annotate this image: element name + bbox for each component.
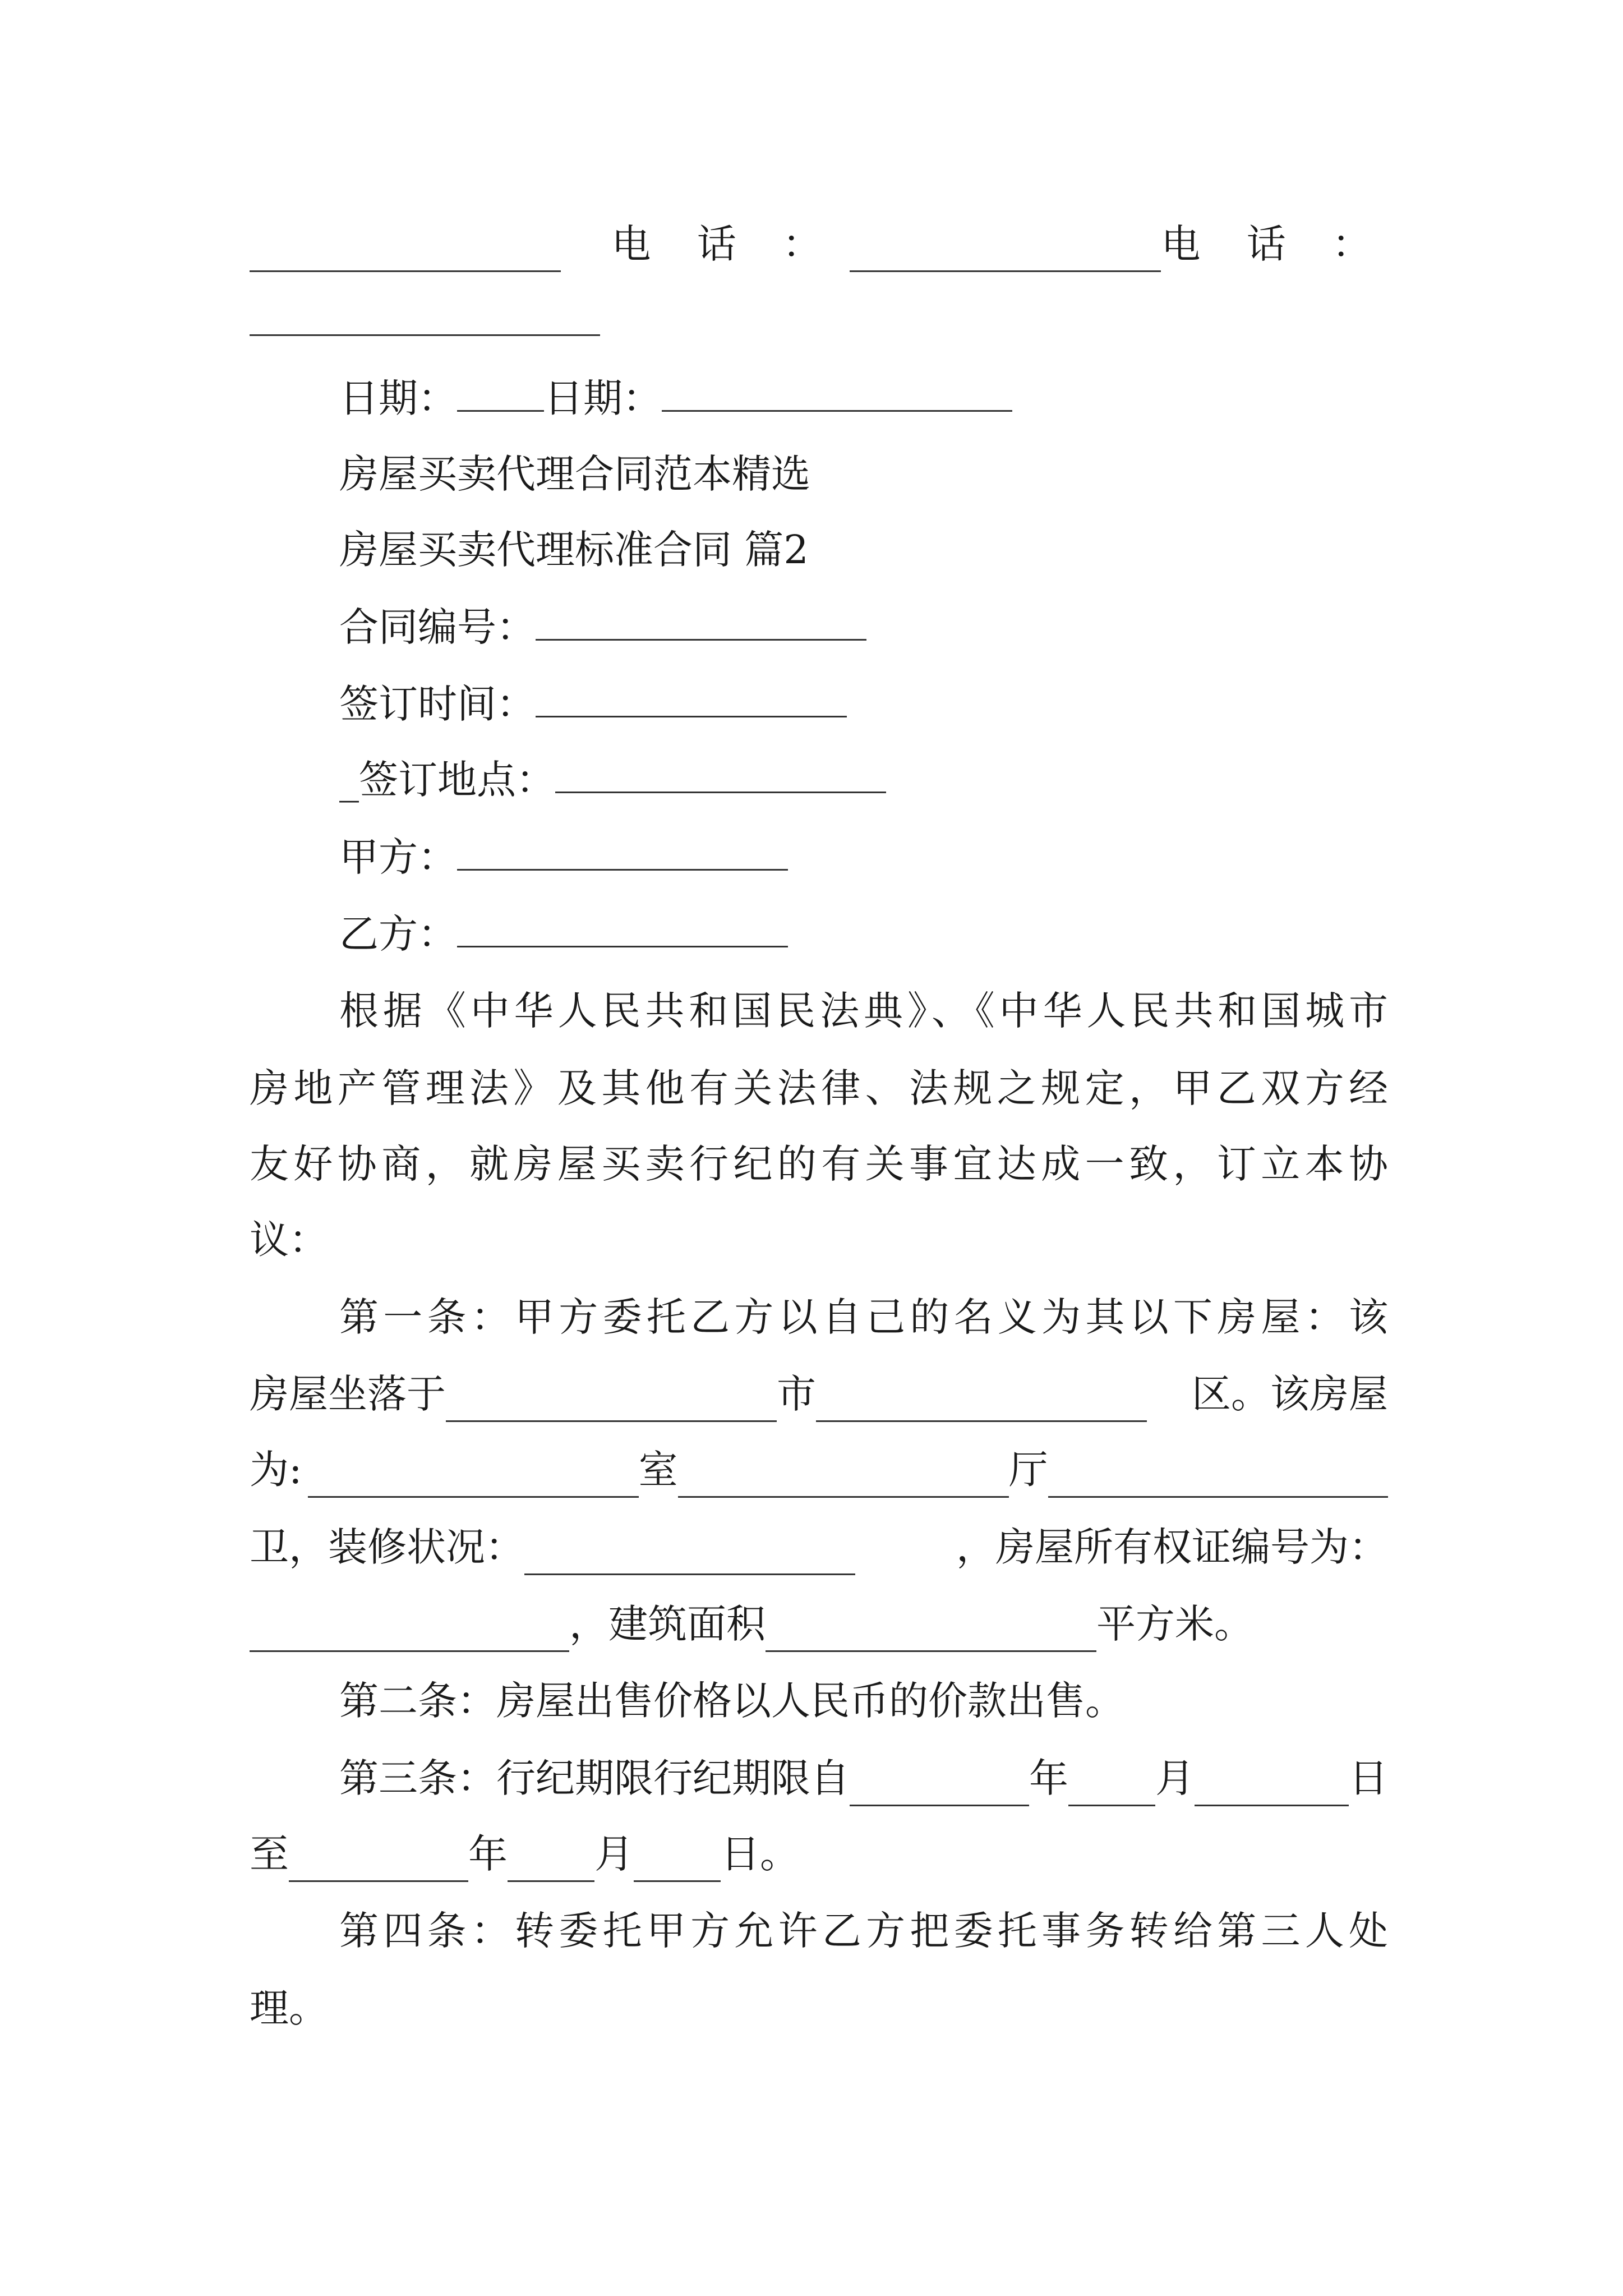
- text-segment: 年: [1029, 1755, 1068, 1801]
- blank-underline: [850, 236, 1161, 272]
- blank-underline: [1048, 1461, 1388, 1498]
- text-segment: 厅: [1008, 1447, 1048, 1493]
- phone-label-1: 电 话 ：: [611, 221, 838, 267]
- phone-line: [250, 216, 1388, 272]
- blank-underline: [662, 375, 1012, 412]
- article3-line-2: [250, 1826, 1388, 1882]
- sign-time-field: [339, 676, 1388, 732]
- blank-underline: [536, 604, 866, 641]
- phone-blank-line: [250, 295, 1388, 351]
- contract-no-field: [339, 599, 1388, 655]
- text-segment: 卫，装修状况：: [250, 1524, 524, 1570]
- preamble-line-3: 友好协商，就房屋买卖行纪的有关事宜达成一致，订立本协: [250, 1141, 1388, 1187]
- blank-underline: [524, 1539, 855, 1575]
- party-a-label: 甲方：: [339, 834, 457, 880]
- blank-underline: [457, 911, 788, 947]
- text-segment: 室: [638, 1447, 678, 1493]
- blank-underline: [250, 300, 600, 336]
- text-segment: 年: [468, 1831, 508, 1877]
- text-segment: 月: [594, 1831, 634, 1877]
- date-label-1: 日期：: [339, 375, 457, 421]
- blank-underline: [250, 1616, 569, 1652]
- text-segment: 日。: [721, 1831, 799, 1877]
- blank-underline: [308, 1461, 639, 1498]
- article4-line-1: 第四条：转委托甲方允许乙方把委托事务转给第三人处: [339, 1908, 1388, 1954]
- blank-underline: [250, 236, 561, 272]
- collection-title: 房屋买卖代理合同范本精选: [339, 451, 810, 497]
- contract-title: 房屋买卖代理标准合同 篇2: [339, 527, 809, 573]
- text-segment: 区。该房屋: [1192, 1371, 1388, 1417]
- text-segment: 平方米。: [1096, 1601, 1253, 1647]
- blank-underline: [1068, 1770, 1155, 1806]
- text-segment: 房屋坐落于: [250, 1371, 446, 1417]
- blank-underline: [536, 681, 847, 717]
- blank-underline: [766, 1616, 1096, 1652]
- article1-line-2: [250, 1366, 1388, 1422]
- text-segment: ，建筑面积: [569, 1601, 766, 1647]
- blank-underline: [634, 1846, 721, 1882]
- article2-line-1: 第二条：房屋出售价格以人民币的价款出售。: [339, 1678, 1124, 1724]
- party-b-field: [339, 906, 1388, 962]
- party-a-field: [339, 829, 1388, 885]
- preamble-line-4: 议：: [250, 1217, 328, 1263]
- text-segment: 日: [1349, 1755, 1388, 1801]
- preamble-line-2: 房地产管理法》及其他有关法律、法规之规定，甲乙双方经: [250, 1065, 1388, 1111]
- article4-line-2: 理。: [250, 1985, 328, 2031]
- blank-underline: [816, 1386, 1147, 1422]
- blank-underline: [457, 375, 544, 412]
- text-segment: 为:: [250, 1447, 302, 1493]
- blank-underline: [850, 1770, 1029, 1806]
- date-label-2: 日期：: [544, 375, 662, 421]
- sign-time-label: 签订时间：: [339, 681, 536, 727]
- text-segment: 第三条：行纪期限行纪期限自: [339, 1755, 850, 1801]
- date-line: [339, 370, 1388, 426]
- text-segment: 市: [777, 1371, 816, 1417]
- article1-line-4: [250, 1519, 1388, 1575]
- party-b-label: 乙方：: [339, 911, 457, 957]
- blank-underline: [1195, 1770, 1349, 1806]
- sign-place-label: _签订地点：: [339, 757, 555, 803]
- article1-line-3: [250, 1442, 1388, 1498]
- article3-line-1: [339, 1750, 1388, 1806]
- text-segment: 至: [250, 1831, 289, 1877]
- blank-underline: [289, 1846, 468, 1882]
- sign-place-field: [339, 752, 1388, 808]
- preamble-line-1: 根据《中华人民共和国民法典》、《中华人民共和国城市: [339, 988, 1388, 1034]
- text-segment: 月: [1155, 1755, 1195, 1801]
- blank-underline: [555, 757, 886, 793]
- phone-label-2: 电 话 ：: [1161, 221, 1388, 267]
- text-segment: ，房屋所有权证编号为：: [956, 1524, 1388, 1570]
- article1-line-5: [250, 1596, 1388, 1652]
- blank-underline: [508, 1846, 594, 1882]
- blank-underline: [678, 1461, 1009, 1498]
- blank-underline: [457, 834, 788, 871]
- article1-line-1: 第一条：甲方委托乙方以自己的名义为其以下房屋：该: [339, 1294, 1388, 1340]
- blank-underline: [446, 1386, 777, 1422]
- contract-no-label: 合同编号：: [339, 604, 536, 650]
